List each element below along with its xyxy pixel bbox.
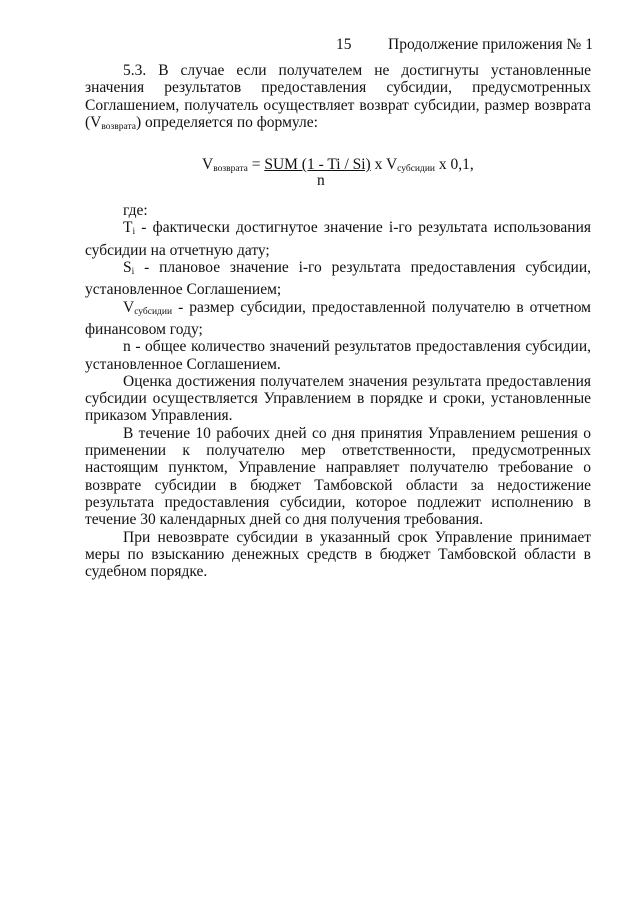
page-number: 15 [336,36,352,53]
definition-si: $S_i$ - плановое значение i-го результата предоставления субсидии, установленное Соглашением; [85,259,591,299]
appendix-continuation-title: Продолжение приложения № 1 [388,36,593,53]
formula-numerator: SUM (1 - Ti / Si) [264,156,371,174]
paragraph-assessment: Оценка достижения получателем значения результата предоставления субсидии осуществляется Управлением в порядке и сроки, установленные приказом Управления. [85,372,591,425]
document-body [85,62,591,580]
definition-v-subsidy: $V_{субсидии}$ - размер субсидии, предоставленной получателю в отчетном финансовом году; [85,298,591,338]
definition-n: n - общее количество значений результатов предоставления субсидии, установленное Соглашением. [85,338,591,373]
return-formula: $V_{возврата}$ = SUM (1 - Ti / Si) x $V_{субсидии}$ x 0,1, n [202,156,474,190]
definition-ti: $T_i$ - фактически достигнутое значение i-го результата использования субсидии на отчетную дату; [85,219,591,259]
clause-5-3: 5.3. В случае если получателем не достигнуты установленные значения результатов предоставления субсидии, предусмотренных Соглашением, получатель осуществляет возврат субсидии, размер возврата $(V_{возврата})$ определяется по формуле: [85,62,591,132]
formula-denominator: n [317,172,325,190]
where-label: где: [123,202,148,220]
paragraph-non-return: При невозврате субсидии в указанный срок Управление принимает меры по взысканию денежных средств в бюджет Тамбовской области в судебном порядке. [85,528,591,581]
paragraph-return-demand: В течение 10 рабочих дней со дня принятия Управлением решения о применении к получателю мер ответственности, предусмотренных настоящим пунктом, Управление направляет получателю требование о возврате субсидии в бюджет Тамбовской области за недостижение результата предоставления субсидии, которое подлежит исполнению в течение 30 календарных дней со дня получения требования. [85,424,591,529]
